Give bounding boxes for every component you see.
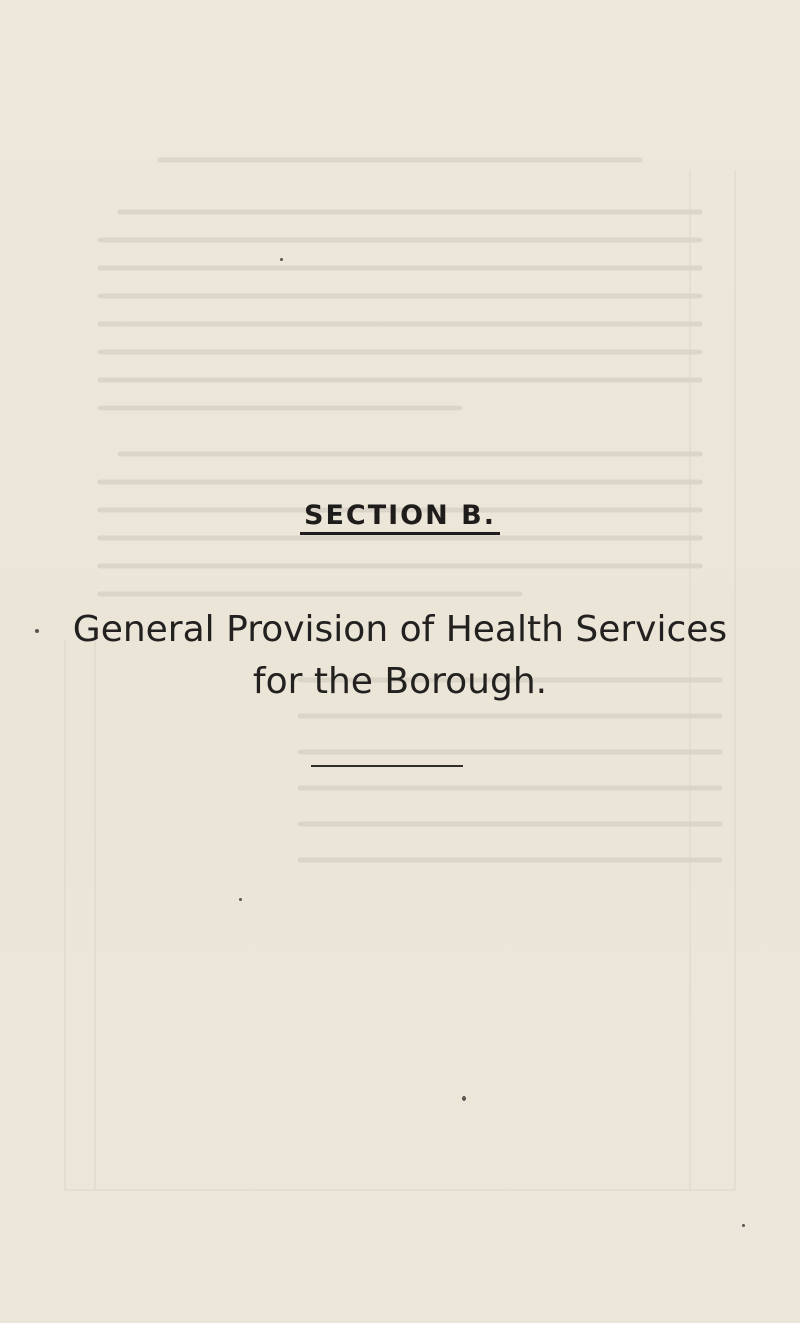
horizontal-rule (311, 765, 463, 767)
paper-speck (280, 258, 283, 261)
paper-speck (239, 898, 242, 901)
section-heading (0, 500, 800, 535)
paper-speck (462, 1096, 466, 1101)
paper-speck (742, 1224, 745, 1227)
paper-speck (35, 629, 39, 633)
section-heading-text: SECTION B. (300, 502, 500, 535)
section-subtitle: General Provision of Health Services for the Borough. (72, 609, 728, 702)
